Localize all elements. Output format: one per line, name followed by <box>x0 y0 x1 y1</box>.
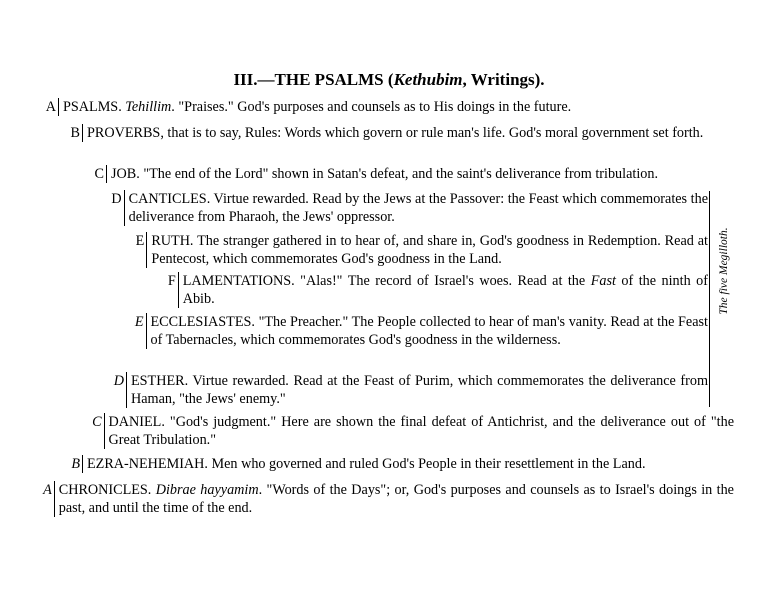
list-item <box>132 313 708 349</box>
list-item <box>36 481 734 517</box>
structure-letter: F <box>167 273 176 289</box>
structure-letter: B <box>70 125 80 141</box>
structure-letter: D <box>113 373 124 389</box>
list-item <box>84 413 734 449</box>
page-title: III.—THE PSALMS (Kethubim, Writings). <box>233 70 545 89</box>
list-item <box>108 372 708 408</box>
list-item <box>156 272 708 308</box>
entry-text: JOB. "The end of the Lord" shown in Satan's defeat, and the saint's deliverance from tribulation. <box>106 165 658 183</box>
structure-letter: E <box>135 233 145 249</box>
list-item <box>84 165 734 183</box>
list-item <box>132 232 708 268</box>
entry-text: DANIEL. "God's judgment." Here are shown the final defeat of Antichrist, and the deliverance out of "the Great Tribulation." <box>104 413 734 449</box>
entry-text: PROVERBS, that is to say, Rules: Words which govern or rule man's life. God's moral government set forth. <box>82 124 703 142</box>
megilloth-label: The five Megilloth. <box>718 227 730 315</box>
list-item <box>108 190 708 226</box>
entry-text: ECCLESIASTES. "The Preacher." The People collected to hear of man's vanity. Read at the Feast of Tabernacles, which commemorates God's goodness in the wilderness. <box>146 313 709 349</box>
entry-text: ESTHER. Virtue rewarded. Read at the Feast of Purim, which commemorates the deliverance from Haman, "the Jews' enemy." <box>126 372 708 408</box>
megilloth-bracket <box>709 191 711 407</box>
structure-letter: A <box>45 99 56 115</box>
entry-text: EZRA-NEHEMIAH. Men who governed and ruled God's People in their resettlement in the Land. <box>82 455 646 473</box>
list-item <box>60 455 734 473</box>
structure-letter: B <box>71 456 80 472</box>
entry-text: CANTICLES. Virtue rewarded. Read by the Jews at the Passover: the Feast which commemorates the deliverance from Pharaoh, the Jews' oppressor. <box>124 190 708 226</box>
entry-text: LAMENTATIONS. "Alas!" The record of Israel's woes. Read at the Fast of the ninth of Abib. <box>178 272 708 308</box>
structure-letter: D <box>111 191 122 207</box>
structure-letter: C <box>92 414 102 430</box>
structure-letter: E <box>134 314 144 330</box>
list-item <box>60 124 734 142</box>
list-item <box>36 98 698 116</box>
entry-text: CHRONICLES. Dibrae hayyamim. "Words of the Days"; or, God's purposes and counsels as to Israel's doings in the past, and until the time of the end. <box>54 481 734 517</box>
entry-text: RUTH. The stranger gathered in to hear of, and share in, God's goodness in Redemption. Read at Pentecost, which commemorates God's goodness in the Land. <box>146 232 708 268</box>
entry-text: PSALMS. Tehillim. "Praises." God's purposes and counsels as to His doings in the future. <box>58 98 571 116</box>
structure-letter: C <box>94 166 104 182</box>
structure-letter: A <box>43 482 52 498</box>
